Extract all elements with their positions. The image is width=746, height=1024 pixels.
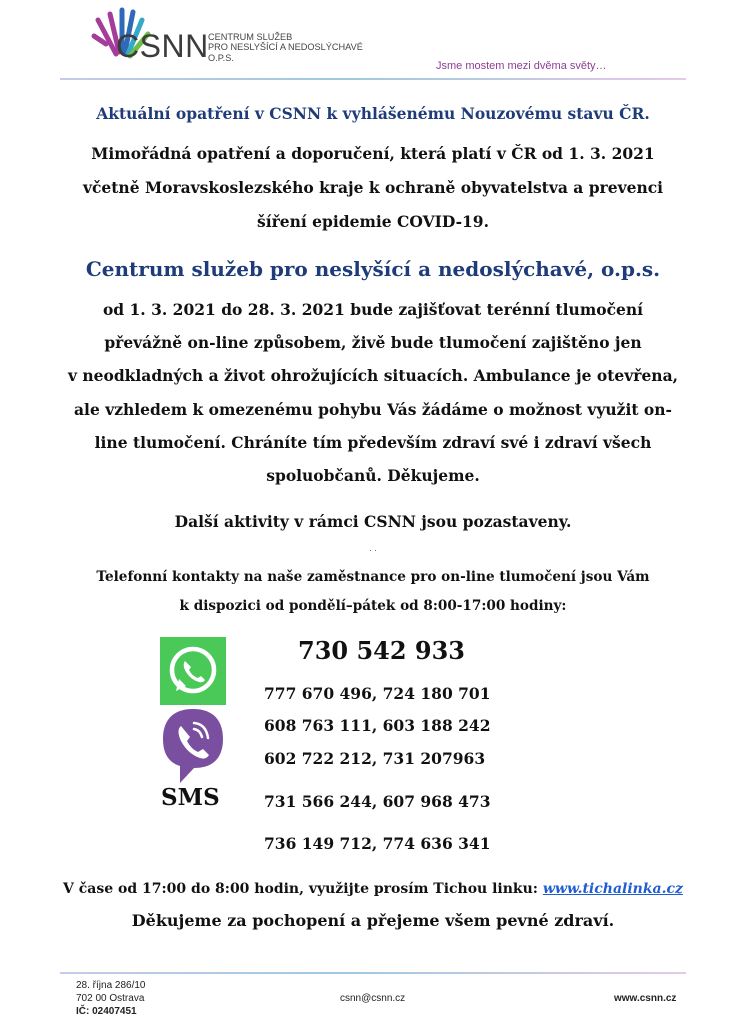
contacts-intro: Telefonní kontakty na naše zaměstnance pro on-line tlumočení jsou Vám k dispozici od pondělí–pátek od 8:00-17:00 hodiny: bbox=[96, 569, 650, 614]
phone-numbers-line[interactable]: 731 566 244, 607 968 473 bbox=[264, 792, 491, 811]
phone-numbers-line[interactable]: 608 763 111, 603 188 242 bbox=[264, 716, 491, 735]
phone-numbers-line[interactable]: 777 670 496, 724 180 701 bbox=[264, 684, 491, 703]
footer-divider bbox=[60, 972, 686, 974]
main-phone-number[interactable]: 730 542 933 bbox=[298, 636, 466, 665]
other-activities-notice: Další aktivity v rámci CSNN jsou pozastaveny. bbox=[174, 512, 572, 531]
silent-line-notice: V čase od 17:00 do 8:00 hodin, využijte prosím Tichou linku: www.tichalinka.cz bbox=[63, 881, 683, 897]
viber-icon bbox=[160, 707, 226, 785]
phone-numbers-line[interactable]: 736 149 712, 774 636 341 bbox=[264, 834, 491, 853]
notice-body: Mimořádná opatření a doporučení, která platí v ČR od 1. 3. 2021 včetně Moravskoslezského kraje k ochraně obyvatelstva a prevenci šíření epidemie COVID-19. bbox=[82, 144, 664, 231]
phone-numbers-line[interactable]: 602 722 212, 731 207963 bbox=[264, 749, 486, 768]
whatsapp-icon bbox=[160, 637, 226, 705]
header-divider bbox=[60, 78, 686, 80]
tagline: Jsme mostem mezi dvěma světy… bbox=[436, 60, 607, 72]
separator-dots: . . bbox=[369, 544, 377, 553]
footer-website[interactable]: www.csnn.cz bbox=[614, 993, 677, 1004]
brand-name: CSNN bbox=[116, 28, 209, 64]
footer-email[interactable]: csnn@csnn.cz bbox=[340, 993, 406, 1004]
footer-address: 28. října 286/10 702 00 Ostrava IČ: 02407451 bbox=[76, 980, 146, 1017]
notice-title: Aktuální opatření v CSNN k vyhlášenému Nouzovému stavu ČR. bbox=[96, 104, 650, 123]
tichalinka-link[interactable]: www.tichalinka.cz bbox=[542, 881, 683, 897]
centre-body: od 1. 3. 2021 do 28. 3. 2021 bude zajišťovat terénní tlumočení převážně on-line způsobem, živě bude tlumočení zajištěno jen v neodkladných a život ohrožujících situacích. Ambulance je otevřena, ale vzhledem k omezenému pohybu Vás žádáme o možnost využit on- line tlumočení. Chráníte tím především zdraví své i zdraví všech spoluobčanů. Děkujeme. bbox=[67, 300, 679, 486]
org-full-name: CENTRUM SLUŽEB PRO NESLYŠÍCÍ A NEDOSLÝCHAVÉ O.P.S. bbox=[208, 32, 363, 63]
sms-label: SMS bbox=[161, 784, 220, 811]
centre-heading: Centrum služeb pro neslyšící a nedoslýchavé, o.p.s. bbox=[85, 257, 661, 281]
closing-thanks: Děkujeme za pochopení a přejeme všem pevné zdraví. bbox=[131, 911, 615, 930]
